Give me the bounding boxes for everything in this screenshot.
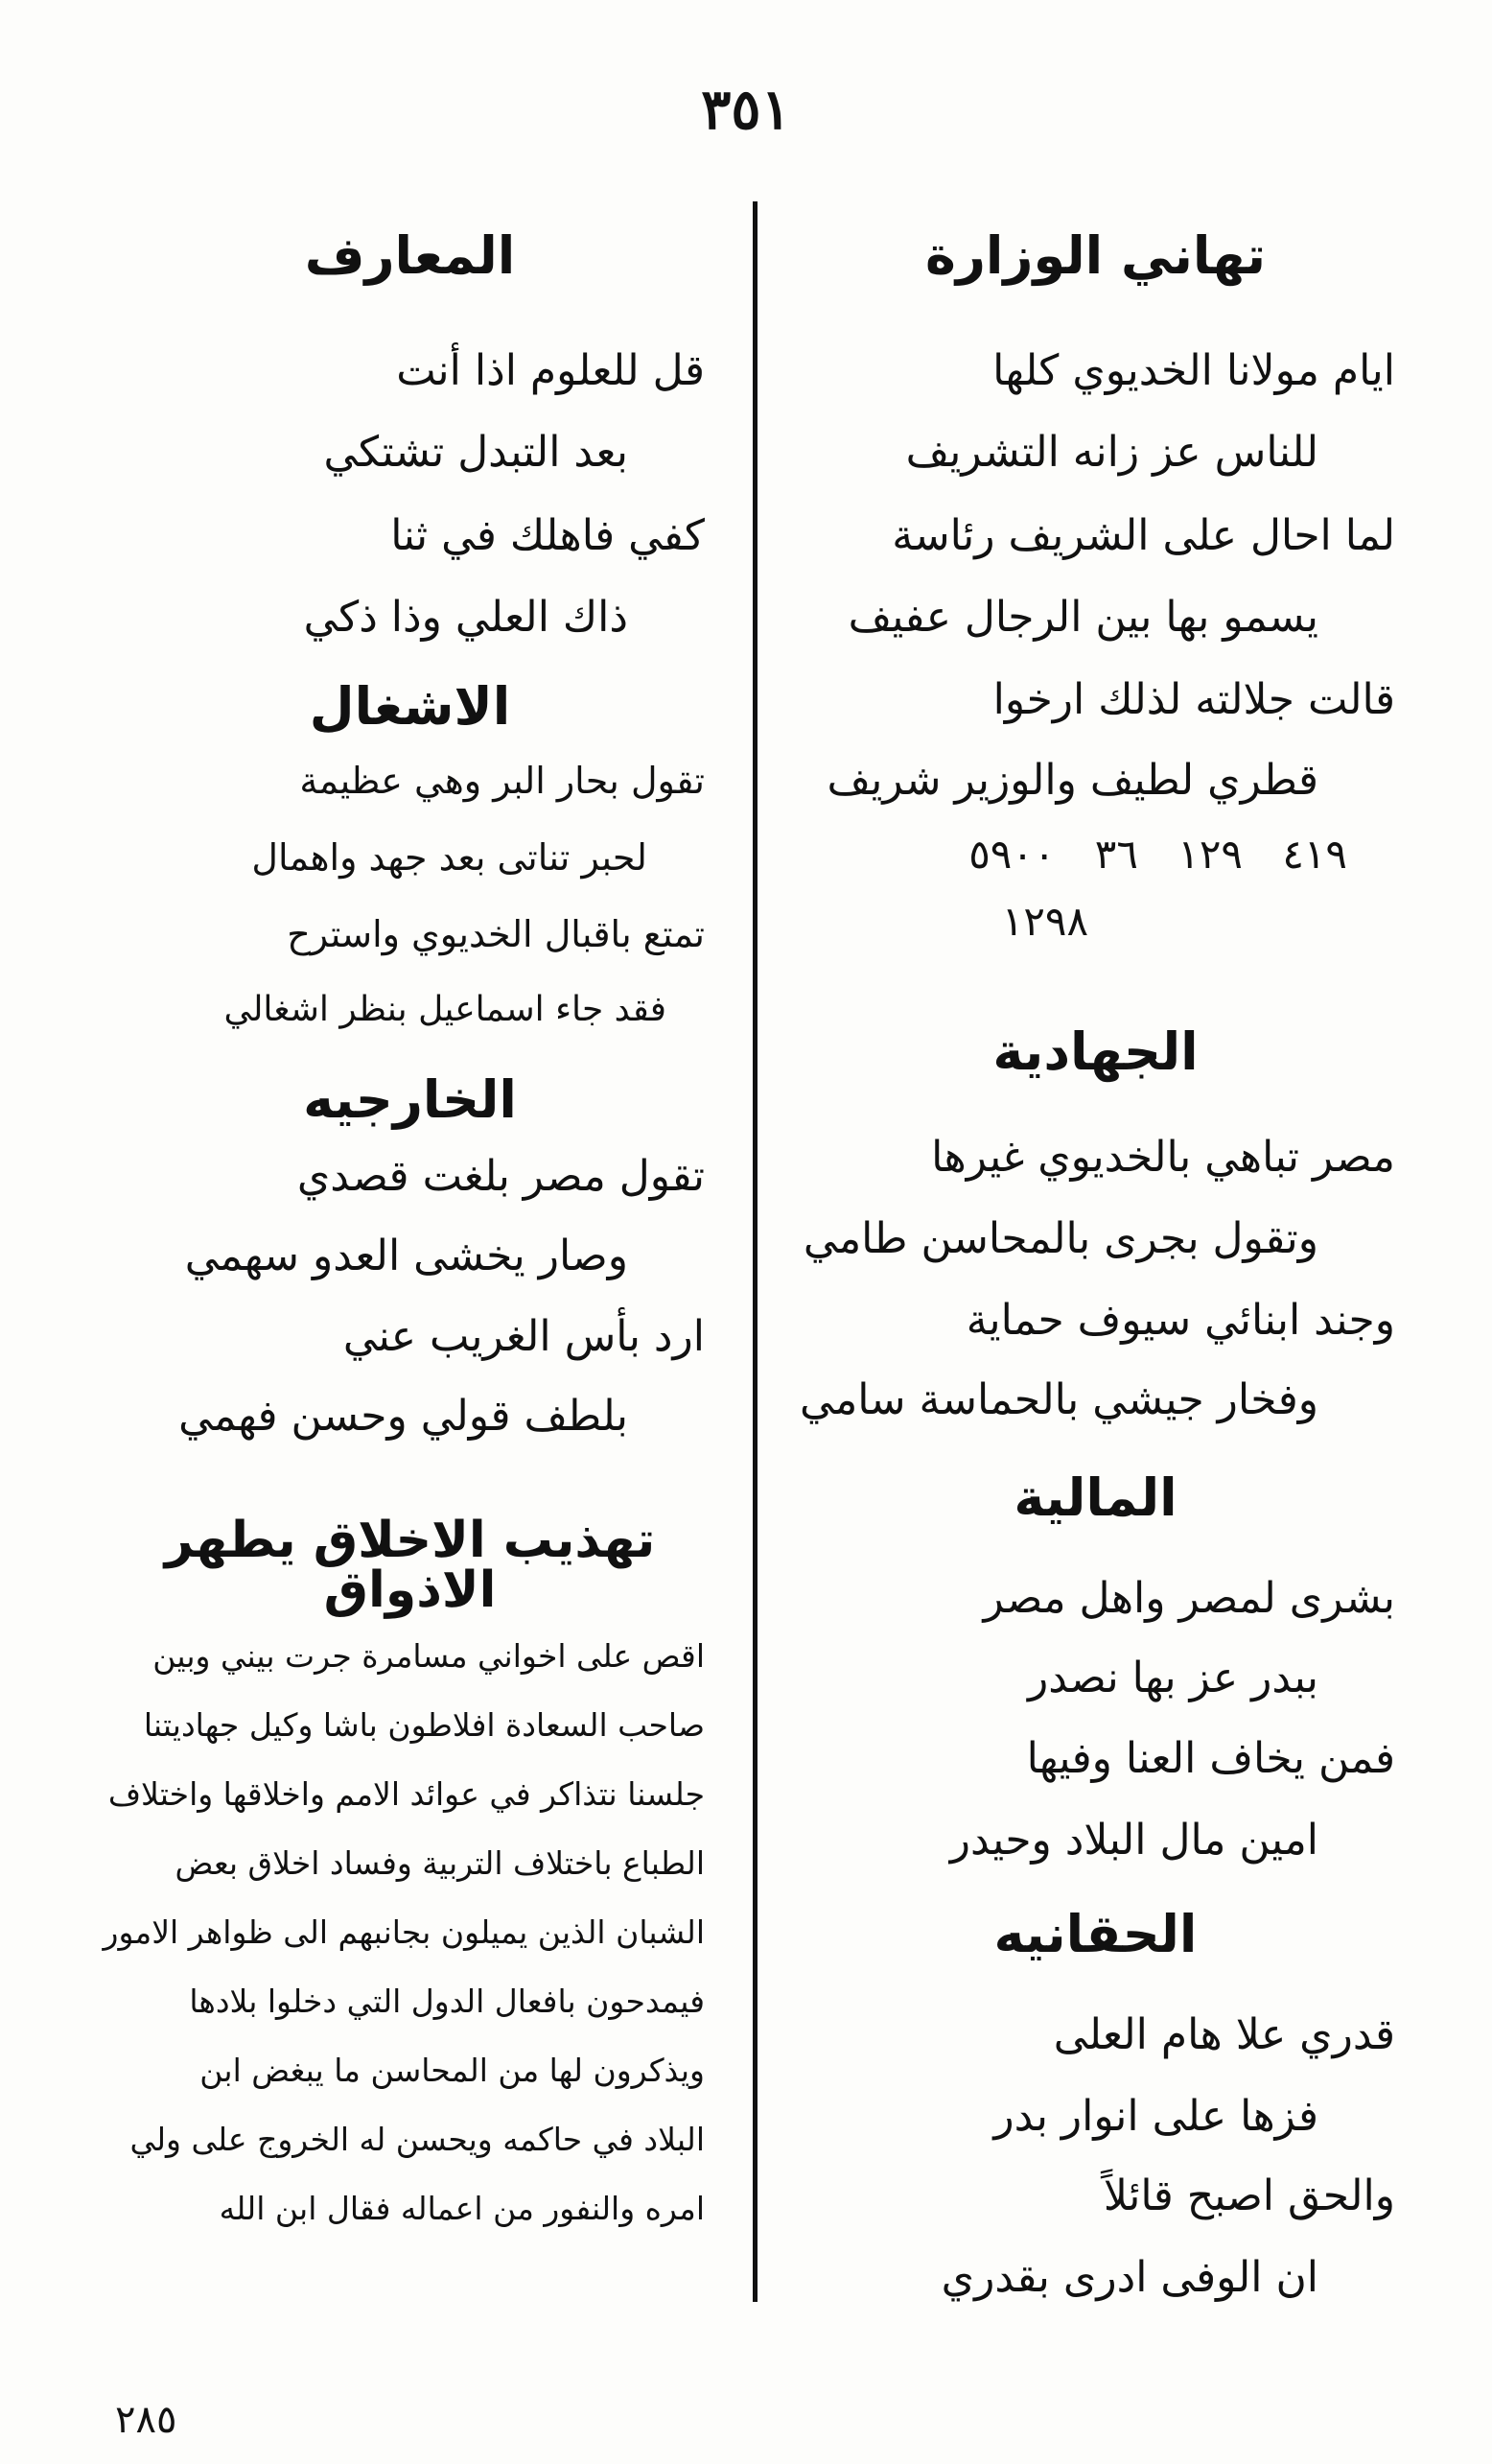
poem-line: وتقول بجرى بالمحاسن طامي (803, 1214, 1318, 1263)
poem-line: قالت جلالته لذلك ارخوا (992, 675, 1395, 724)
section-title: المعارف (304, 225, 516, 286)
prose-line: صاحب السعادة افلاطون باشا وكيل جهاديتنا (143, 1706, 705, 1744)
poem-line: تمتع باقبال الخديوي واسترح (287, 913, 705, 955)
poem-line: فزها على انوار بدر (993, 2092, 1318, 2141)
poem-line: لما احال على الشريف رئاسة (892, 511, 1395, 560)
poem-line: بشرى لمصر واهل مصر (983, 1574, 1395, 1623)
prose-line: اقص على اخواني مسامرة جرت بيني وبين (152, 1637, 705, 1675)
poem-line: فمن يخاف العنا وفيها (1026, 1734, 1395, 1783)
poem-line: فقد جاء اسماعيل بنظر اشغالي (223, 990, 666, 1029)
poem-line: امين مال البلاد وحيدر (949, 1816, 1318, 1865)
poem-line: تقول مصر بلغت قصدي (296, 1152, 705, 1201)
prose-line: امره والنفور من اعماله فقال ابن الله (219, 2190, 705, 2227)
column-divider (753, 201, 758, 2302)
poem-line: ان الوفى ادرى بقدري (941, 2253, 1318, 2302)
poem-line: كفي فاهلك في ثنا (390, 511, 705, 560)
prose-line: فيمدحون بافعال الدول التي دخلوا بلادها (189, 1983, 705, 2020)
section-title: الاشغال (309, 676, 511, 737)
poem-line: مصر تباهي بالخديوي غيرها (931, 1133, 1395, 1182)
poem-line: والحق اصبح قائلاً (1103, 2171, 1395, 2220)
poem-line: قل للعلوم اذا أنت (396, 346, 705, 395)
poem-line: قطري لطيف والوزير شريف (827, 756, 1318, 805)
poem-line: بلطف قولي وحسن فهمي (178, 1392, 628, 1441)
prose-line: ويذكرون لها من المحاسن ما يبغض ابن (199, 2052, 705, 2089)
chronogram-year: ١٢٩٨ (1001, 898, 1088, 945)
poem-line: لحبر تناتى بعد جهد واهمال (251, 836, 647, 879)
poem-line: ذاك العلي وذا ذكي (303, 593, 628, 642)
poem-line: بعد التبدل تشتكي (323, 428, 628, 477)
prose-line: جلسنا نتذاكر في عوائد الامم واخلاقها واختلاف (107, 1775, 705, 1813)
poem-line: ايام مولانا الخديوي كلها (992, 346, 1395, 395)
prose-line: الشبان الذين يميلون بجانبهم الى ظواهر الامور (103, 1913, 705, 1951)
poem-line: تقول بحار البر وهي عظيمة (299, 760, 705, 802)
poem-line: يسمو بها بين الرجال عفيف (848, 593, 1318, 642)
section-title: المالية (1014, 1467, 1177, 1528)
prose-line: الطباع باختلاف التربية وفساد اخلاق بعض (175, 1844, 705, 1882)
poem-line: وصار يخشى العدو سهمي (184, 1232, 628, 1280)
poem-line: وجند ابنائي سيوف حماية (966, 1296, 1395, 1345)
section-title: تهذيب الاخلاق يطهر الاذواق (164, 1512, 656, 1619)
section-title: الحقانيه (993, 1904, 1198, 1964)
section-title: الجهادية (992, 1021, 1199, 1082)
section-title: الخارجيه (303, 1069, 517, 1130)
poem-line: قدري علا هام العلى (1053, 2010, 1395, 2059)
poem-line: ببدر عز بها نصدر (1027, 1654, 1318, 1702)
page-number: ٣٥١ (701, 77, 791, 142)
poem-line: للناس عز زانه التشريف (905, 428, 1318, 477)
poem-line: وفخار جيشي بالحماسة سامي (800, 1375, 1318, 1424)
prose-line: البلاد في حاكمه ويحسن له الخروج على ولي (129, 2121, 705, 2158)
chronogram-numbers: ٤١٩ ١٢٩ ٣٦ ٥٩٠٠ (968, 831, 1347, 878)
poem-line: ارد بأس الغريب عني (342, 1312, 705, 1361)
section-title: تهاني الوزارة (924, 225, 1267, 286)
footer-page-number: ٢٨٥ (115, 2398, 177, 2442)
